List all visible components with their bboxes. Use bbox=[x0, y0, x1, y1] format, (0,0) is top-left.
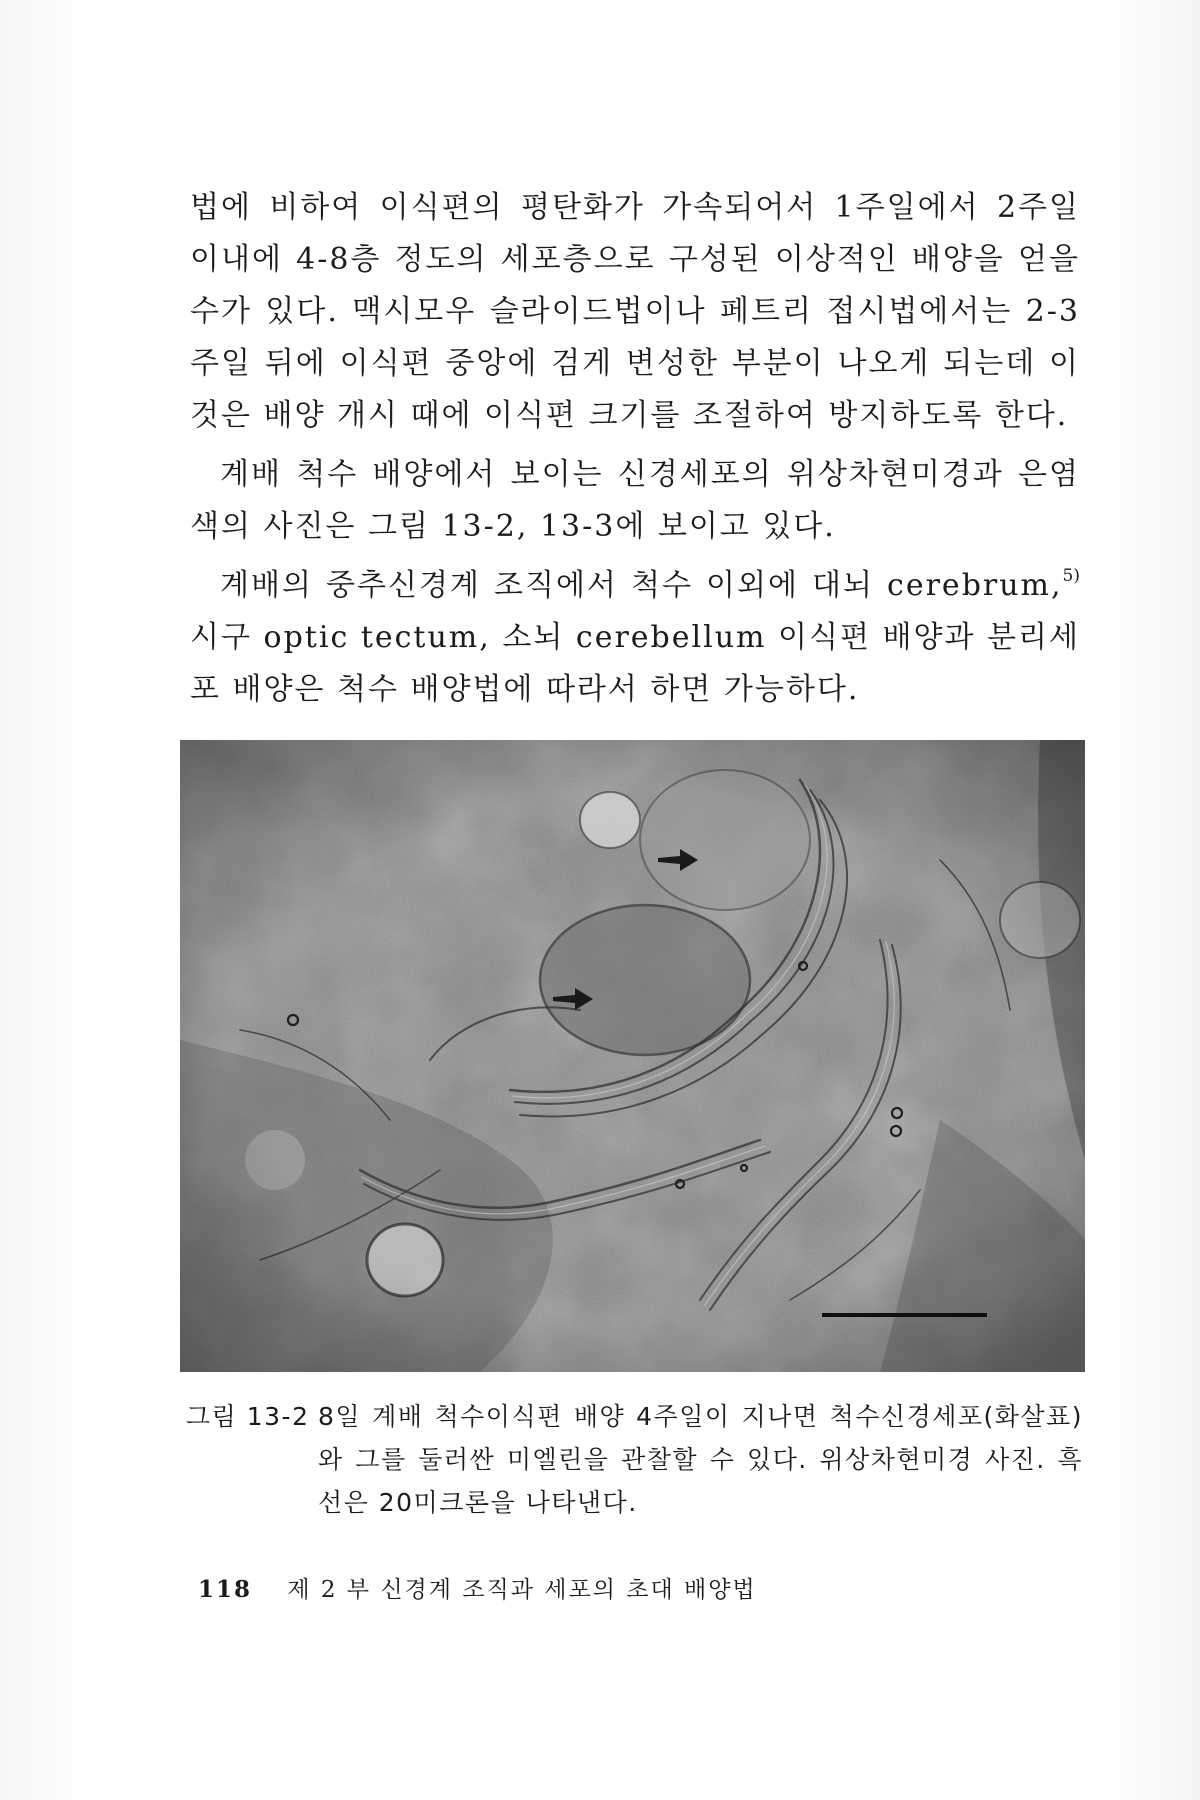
paragraph-2: 계배 척수 배양에서 보이는 신경세포의 위상차현미경과 은염색의 사진은 그림 13-2, 13-3에 보이고 있다. bbox=[190, 457, 1080, 544]
page-footer bbox=[198, 1571, 757, 1604]
micrograph-image bbox=[180, 740, 1085, 1372]
reference-superscript: 5) bbox=[1062, 566, 1080, 586]
paragraph-3-part-2: 시구 optic tectum, 소뇌 cerebellum 이식편 배양과 분리세포 배양은 척수 배양법에 따라서 하면 가능하다. bbox=[190, 620, 1080, 707]
running-head: 제 2 부 신경계 조직과 세포의 초대 배양법 bbox=[287, 1577, 757, 1603]
body-text bbox=[190, 182, 1080, 723]
micrograph-figure bbox=[180, 740, 1085, 1372]
paragraph-1: 법에 비하여 이식편의 평탄화가 가속되어서 1주일에서 2주일 이내에 4-8층 정도의 세포층으로 구성된 이상적인 배양을 얻을 수가 있다. 맥시모우 슬라이드법이나 페트리 접시법에서는 2-3주일 뒤에 이식편 중앙에 검게 변성한 부분이 나오게 되는데 이것은 배양 개시 때에 이식편 크기를 조절하여 방지하도록 한다. bbox=[190, 190, 1080, 433]
page-number: 118 bbox=[198, 1576, 253, 1603]
paragraph-3 bbox=[190, 560, 1080, 716]
figure-caption-text: 8일 계배 척수이식편 배양 4주일이 지나면 척수신경세포(화살표)와 그를 둘러싼 미엘린을 관찰할 수 있다. 위상차현미경 사진. 흑선은 20미크론을 나타낸다. bbox=[318, 1402, 1083, 1517]
figure-label: 그림 13-2 bbox=[186, 1402, 310, 1431]
paragraph-3-part-1: 계배의 중추신경계 조직에서 척수 이외에 대뇌 cerebrum, bbox=[220, 568, 1063, 603]
